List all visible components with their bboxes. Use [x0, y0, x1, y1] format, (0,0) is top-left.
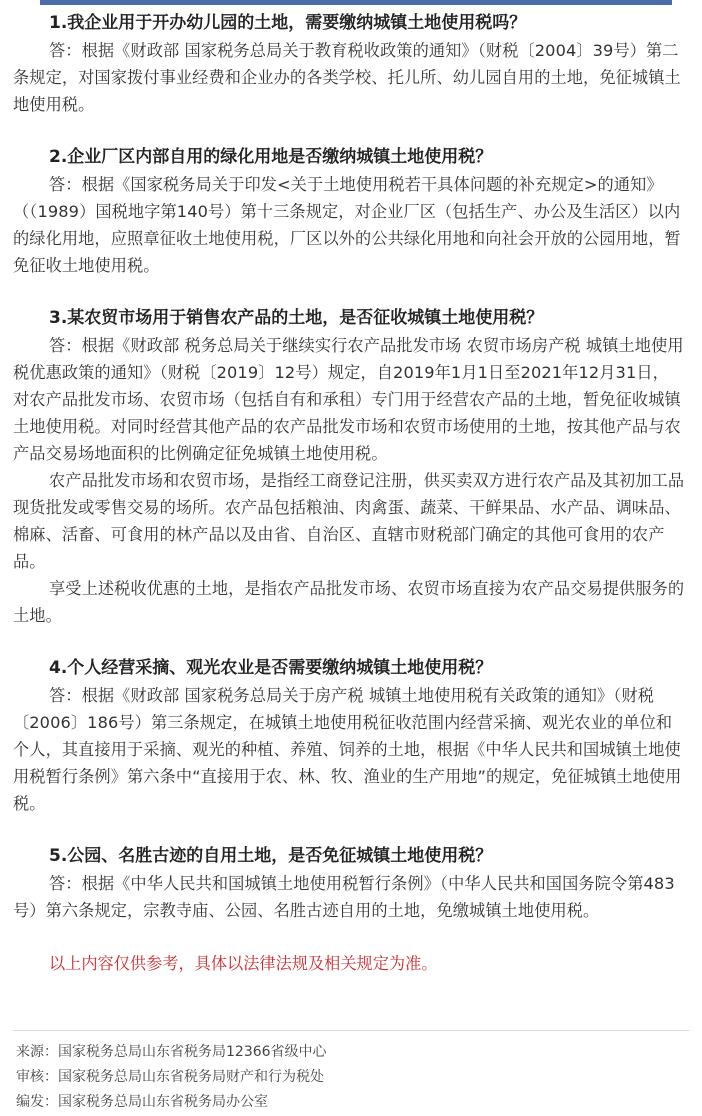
qa-section-2 — [13, 144, 685, 279]
answer-paragraph: 答：根据《财政部 国家税务总局关于房产税 城镇土地使用税有关政策的通知》（财税〔2006〕186号）第三条规定，在城镇土地使用税征收范围内经营采摘、观光农业的单位和个人，其直接用于采摘、观光的种植、养殖、饲养的土地，根据《中华人民共和国城镇土地使用税暂行条例》第六条中“直接用于农、林、牧、渔业的生产用地”的规定，免征城镇土地使用税。 — [13, 686, 682, 813]
footer-editor: 编发：国家税务总局山东省税务局办公室 — [16, 1094, 268, 1110]
article-body — [13, 10, 685, 977]
question-heading: 3.某农贸市场用于销售农产品的土地，是否征收城镇土地使用税？ — [49, 308, 544, 328]
footer-info — [16, 1040, 686, 1115]
qa-section-5 — [13, 843, 685, 924]
top-accent-bar — [40, 0, 672, 5]
answer-paragraph: 答：根据《财政部 税务总局关于继续实行农产品批发市场 农贸市场房产税 城镇土地使用税优惠政策的通知》（财税〔2019〕12号）规定，自2019年1月1日至2021年12月31日，对农产品批发市场、农贸市场（包括自有和承租）专门用于经营农产品的土地，暂免征收城镇土地使用税。对同时经营其他产品的农产品批发市场和农贸市场使用的土地，按其他产品与农产品交易场地面积的比例确定征免城镇土地使用税。 — [13, 336, 684, 463]
disclaimer-note: 以上内容仅供参考，具体以法律法规及相关规定为准。 — [49, 954, 438, 973]
question-heading: 2.企业厂区内部自用的绿化用地是否缴纳城镇土地使用税？ — [49, 147, 493, 167]
footer-source: 来源：国家税务总局山东省税务局12366省级中心 — [16, 1044, 327, 1060]
qa-section-1 — [13, 10, 685, 118]
answer-paragraph: 答：根据《财政部 国家税务总局关于教育税收政策的通知》（财税〔2004〕39号）第二条规定，对国家拨付事业经费和企业办的各类学校、托儿所、幼儿园自用的土地，免征城镇土地使用税。 — [13, 41, 681, 114]
question-heading: 5.公园、名胜古迹的自用土地，是否免征城镇土地使用税？ — [49, 846, 493, 866]
question-heading: 1.我企业用于开办幼儿园的土地，需要缴纳城镇土地使用税吗？ — [49, 13, 527, 33]
answer-paragraph: 答：根据《中华人民共和国城镇土地使用税暂行条例》（中华人民共和国国务院令第483号）第六条规定，宗教寺庙、公园、名胜古迹自用的土地，免缴城镇土地使用税。 — [13, 874, 675, 920]
footer-review: 审核：国家税务总局山东省税务局财产和行为税处 — [16, 1069, 324, 1085]
qa-section-3 — [13, 305, 685, 629]
answer-paragraph: 享受上述税收优惠的土地，是指农产品批发市场、农贸市场直接为农产品交易提供服务的土地。 — [13, 579, 685, 625]
footer-divider — [13, 1030, 689, 1031]
answer-paragraph: 农产品批发市场和农贸市场，是指经工商登记注册，供买卖双方进行农产品及其初加工品现货批发或零售交易的场所。农产品包括粮油、肉禽蛋、蔬菜、干鲜果品、水产品、调味品、棉麻、活畜、可食用的林产品以及由省、自治区、直辖市财税部门确定的其他可食用的农产品。 — [13, 471, 685, 571]
answer-paragraph: 答：根据《国家税务局关于印发<关于土地使用税若干具体问题的补充规定>的通知》（（1989）国税地字第140号）第十三条规定，对企业厂区（包括生产、办公及生活区）以内的绿化用地，应照章征收土地使用税，厂区以外的公共绿化用地和向社会开放的公园用地，暂免征收土地使用税。 — [13, 175, 681, 275]
qa-section-4 — [13, 655, 685, 817]
question-heading: 4.个人经营采摘、观光农业是否需要缴纳城镇土地使用税？ — [49, 658, 493, 678]
